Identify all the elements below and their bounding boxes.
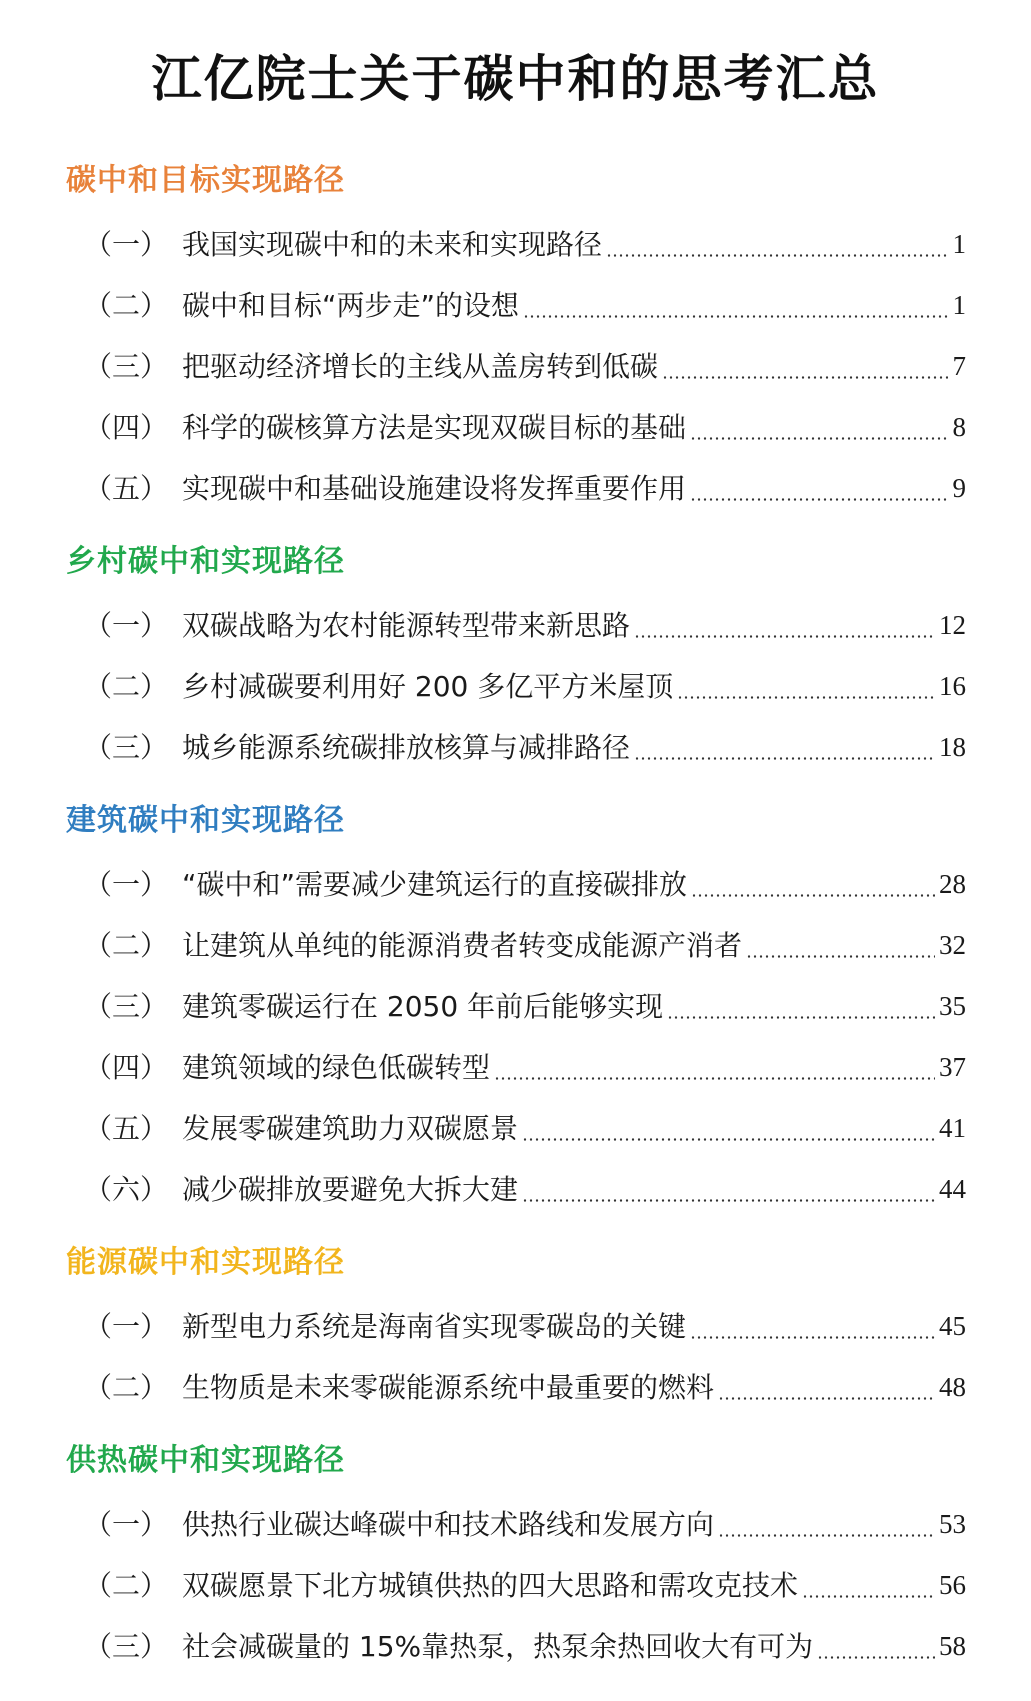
entry-page-number: 7 [952,351,966,381]
entry-page-number: 44 [939,1174,966,1204]
dot-leader [667,1016,935,1019]
entry-title: 建筑领域的绿色低碳转型 [182,1051,491,1084]
dot-leader [634,635,935,638]
entry-title: 让建筑从单纯的能源消费者转变成能源产消者 [182,929,743,962]
section-heading[interactable]: 乡村碳中和实现路径 [66,544,345,579]
entry-title: 科学的碳核算方法是实现双碳目标的基础 [182,411,687,444]
entry-title: 新型电力系统是海南省实现零碳岛的关键 [182,1310,687,1343]
entry-title: 实现碳中和基础设施建设将发挥重要作用 [182,472,687,505]
entry-number: （六） [84,1173,169,1206]
entry-page-number: 28 [939,869,966,899]
entry-number: （一） [84,1508,169,1541]
entry-number: （二） [84,670,169,703]
toc-entry[interactable] [84,854,966,915]
dot-leader [677,696,935,699]
entry-number: （二） [84,1371,169,1404]
toc-entry[interactable] [84,656,966,717]
toc-entry[interactable] [84,1357,966,1418]
entry-page-number: 56 [939,1570,966,1600]
entry-page-number: 18 [939,732,966,762]
entry-page-number: 45 [939,1311,966,1341]
dot-leader [718,1397,935,1400]
toc-section [0,1428,1031,1677]
entry-number: （一） [84,609,169,642]
dot-leader [690,498,948,501]
entry-page-number: 32 [939,930,966,960]
toc-entry[interactable] [84,458,966,519]
entry-number: （三） [84,1630,169,1663]
toc-entry[interactable] [84,1159,966,1220]
entry-number: （三） [84,350,169,383]
entry-title: 双碳战略为农村能源转型带来新思路 [182,609,631,642]
entry-number: （三） [84,731,169,764]
toc-section [0,788,1031,1220]
dot-leader [817,1656,935,1659]
entry-number: （五） [84,472,169,505]
toc-entry[interactable] [84,1616,966,1677]
entry-number: （四） [84,411,169,444]
entry-title: 建筑零碳运行在 2050 年前后能够实现 [182,990,664,1023]
toc-entry[interactable] [84,336,966,397]
entry-number: （一） [84,228,169,261]
dot-leader [662,376,948,379]
section-heading[interactable]: 建筑碳中和实现路径 [66,803,345,838]
entry-title: 减少碳排放要避免大拆大建 [182,1173,519,1206]
toc-entry[interactable] [84,1037,966,1098]
toc-entry[interactable] [84,214,966,275]
entry-page-number: 58 [939,1631,966,1661]
dot-leader [691,894,935,897]
toc-entry[interactable] [84,1098,966,1159]
entry-number: （二） [84,289,169,322]
entry-title: “碳中和”需要减少建筑运行的直接碳排放 [182,868,688,901]
dot-leader [606,254,948,257]
entry-number: （五） [84,1112,169,1145]
entry-page-number: 9 [952,473,966,503]
toc-section [0,1230,1031,1418]
entry-number: （二） [84,1569,169,1602]
entry-page-number: 8 [952,412,966,442]
entry-page-number: 48 [939,1372,966,1402]
toc-entry[interactable] [84,717,966,778]
section-heading[interactable]: 供热碳中和实现路径 [66,1443,345,1478]
entry-page-number: 41 [939,1113,966,1143]
dot-leader [802,1595,935,1598]
dot-leader [634,757,935,760]
document-title: 江亿院士关于碳中和的思考汇总 [151,50,880,108]
entry-page-number: 16 [939,671,966,701]
entry-title: 碳中和目标“两步走”的设想 [182,289,520,322]
entry-title: 社会减碳量的 15%靠热泵，热泵余热回收大有可为 [182,1630,814,1663]
toc-section [0,148,1031,519]
dot-leader [494,1077,935,1080]
entry-page-number: 1 [952,229,966,259]
entry-title: 把驱动经济增长的主线从盖房转到低碳 [182,350,659,383]
entry-page-number: 53 [939,1509,966,1539]
entry-page-number: 37 [939,1052,966,1082]
entry-title: 我国实现碳中和的未来和实现路径 [182,228,603,261]
entry-number: （四） [84,1051,169,1084]
entry-title: 供热行业碳达峰碳中和技术路线和发展方向 [182,1508,715,1541]
entry-title: 双碳愿景下北方城镇供热的四大思路和需攻克技术 [182,1569,799,1602]
dot-leader [523,315,948,318]
entry-page-number: 35 [939,991,966,1021]
entry-number: （三） [84,990,169,1023]
entry-number: （二） [84,929,169,962]
entry-number: （一） [84,868,169,901]
entry-title: 乡村减碳要利用好 200 多亿平方米屋顶 [182,670,674,703]
toc-entry[interactable] [84,1555,966,1616]
entry-title: 发展零碳建筑助力双碳愿景 [182,1112,519,1145]
entry-page-number: 1 [952,290,966,320]
entry-number: （一） [84,1310,169,1343]
dot-leader [690,1336,935,1339]
entry-page-number: 12 [939,610,966,640]
dot-leader [746,955,935,958]
table-of-contents [0,148,1031,1677]
toc-entry[interactable] [84,397,966,458]
toc-entry[interactable] [84,595,966,656]
dot-leader [522,1138,935,1141]
toc-entry[interactable] [84,976,966,1037]
dot-leader [522,1199,935,1202]
section-heading[interactable]: 碳中和目标实现路径 [66,163,345,198]
toc-entry[interactable] [84,1494,966,1555]
toc-entry[interactable] [84,275,966,336]
toc-entry[interactable] [84,915,966,976]
toc-section [0,529,1031,778]
dot-leader [718,1534,935,1537]
dot-leader [690,437,948,440]
section-heading[interactable]: 能源碳中和实现路径 [66,1245,345,1280]
entry-title: 城乡能源系统碳排放核算与减排路径 [182,731,631,764]
toc-entry[interactable] [84,1296,966,1357]
entry-title: 生物质是未来零碳能源系统中最重要的燃料 [182,1371,715,1404]
